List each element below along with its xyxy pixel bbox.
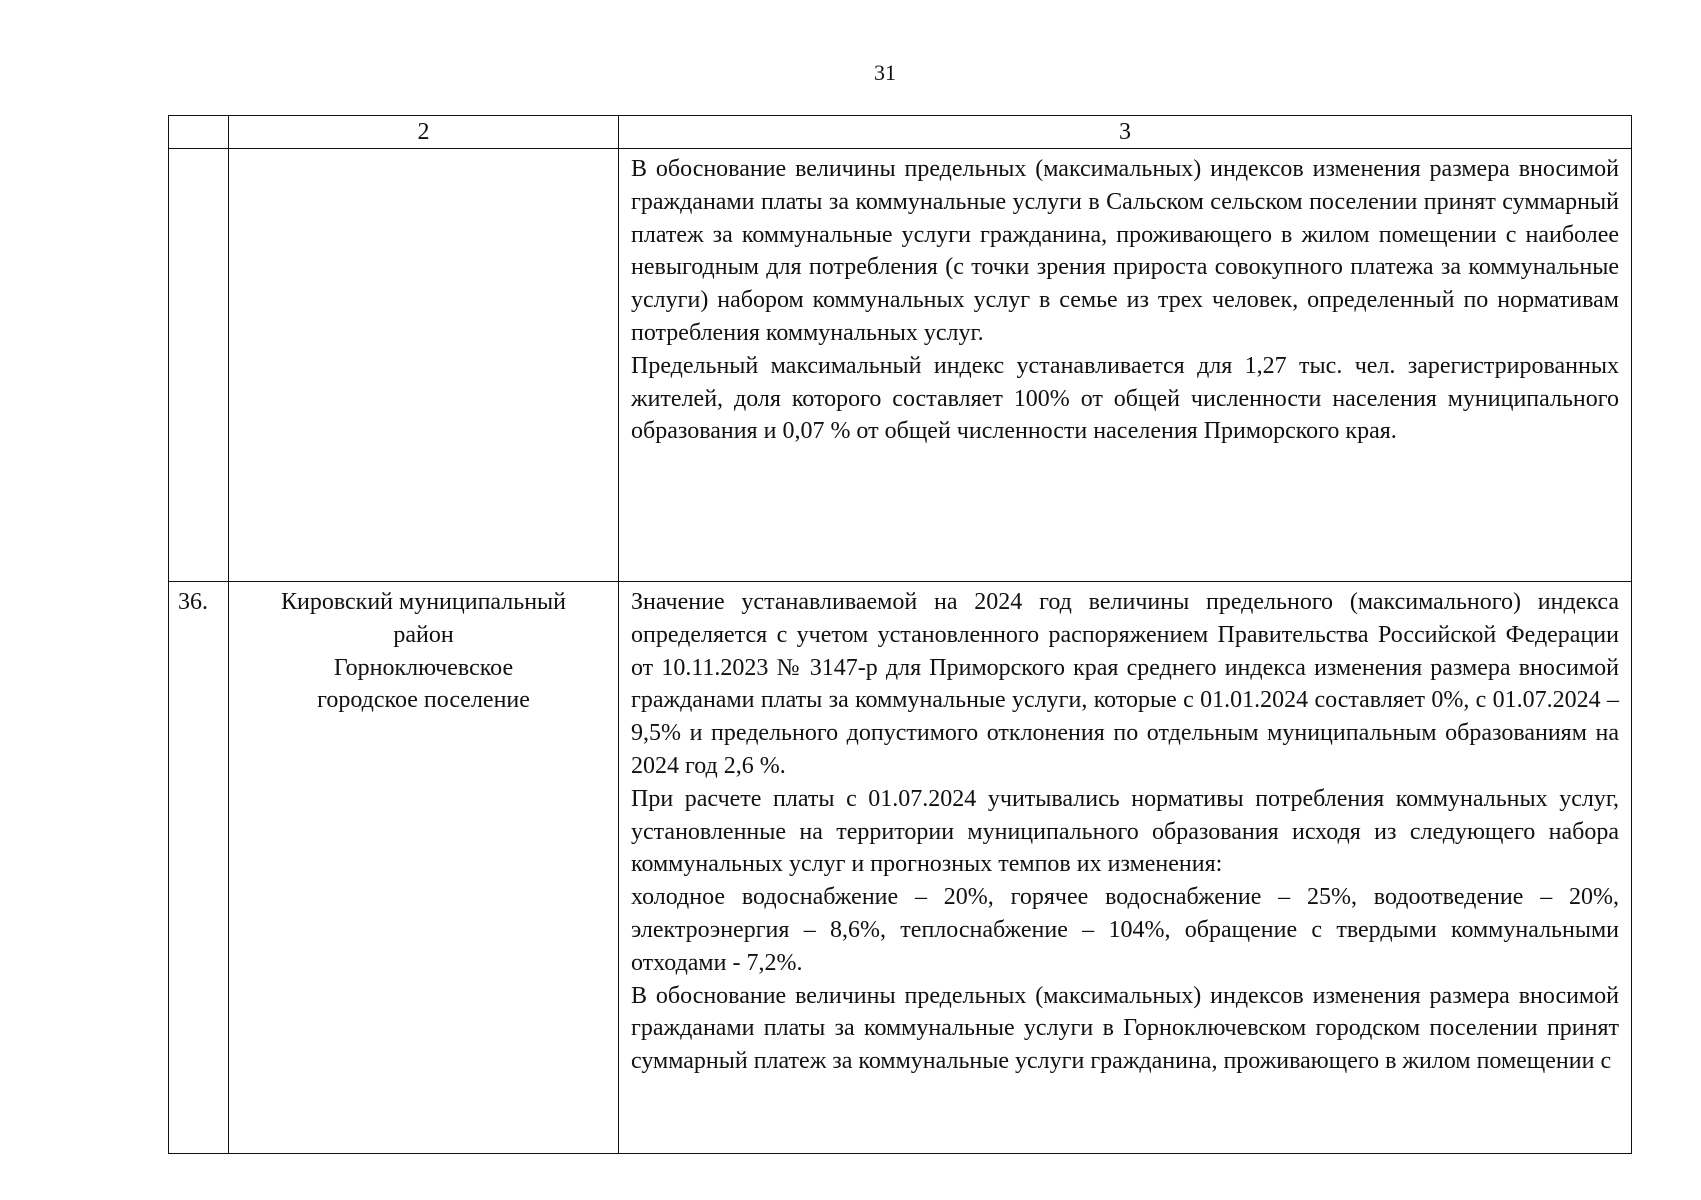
paragraph: При расчете платы с 01.07.2024 учитывались нормативы потребления коммунальных услуг, установленные на территории муниципального образования исходя из следующего набора коммунальных услуг и прогнозных темпов их изменения: [631,785,1619,878]
row-description-cell [619,149,1632,582]
table-row-continued [169,149,1632,582]
row-number-cell [169,149,229,582]
row-description-cell [619,582,1632,1154]
document-table [168,115,1632,1154]
paragraph: холодное водоснабжение – 20%, горячее водоснабжение – 25%, водоотведение – 20%, электроэнергия – 8,6%, теплоснабжение – 104%, обращение с твердыми коммунальными отходами - 7,2%. [631,884,1619,976]
table-header-row [169,116,1632,149]
row-name-cell [229,582,619,1154]
name-line: район [393,621,454,648]
header-cell-3: 3 [619,116,1632,149]
paragraph: Предельный максимальный индекс устанавливается для 1,27 тыс. чел. зарегистрированных жителей, доля которого составляет 100% от общей численности населения муниципального образования и 0,07 % от общей численности населения Приморского края. [631,352,1619,445]
row-number-cell [169,582,229,1154]
name-line: Горноключевское [333,654,514,681]
paragraph: В обоснование величины предельных (максимальных) индексов изменения размера вносимой гражданами платы за коммунальные услуги в Горноключевском городском поселении принят суммарный платеж за коммунальные услуги гражданина, проживающего в жилом помещении с [631,982,1619,1075]
name-line: городское поселение [317,687,530,714]
row-name-cell [229,149,619,582]
row-number: 36. [178,589,208,615]
page-number: 31 [874,60,896,85]
paragraph: Значение устанавливаемой на 2024 год величины предельного (максимального) индекса определяется с учетом установленного распоряжением Правительства Российской Федерации от 10.11.2023 № 3147-р для Приморского края среднего индекса изменения размера вносимой гражданами платы за коммунальные услуги, которые с 01.01.2024 составляет 0%, с 01.07.2024 – 9,5% и предельного допустимого отклонения по отдельным муниципальным образованиям на 2024 год 2,6 %. [631,589,1619,779]
table-row-36 [169,582,1632,1154]
header-cell-2: 2 [229,116,619,149]
header-cell-1 [169,116,229,149]
paragraph: В обоснование величины предельных (максимальных) индексов изменения размера вносимой гражданами платы за коммунальные услуги в Сальском сельском поселении принят суммарный платеж за коммунальные услуги гражданина, проживающего в жилом помещении с наиболее невыгодным для потребления (с точки зрения прироста совокупного платежа за коммунальные услуги) набором коммунальных услуг в семье из трех человек, определенный по нормативам потребления коммунальных услуг. [631,156,1619,346]
name-line: Кировский муниципальный [280,589,567,615]
